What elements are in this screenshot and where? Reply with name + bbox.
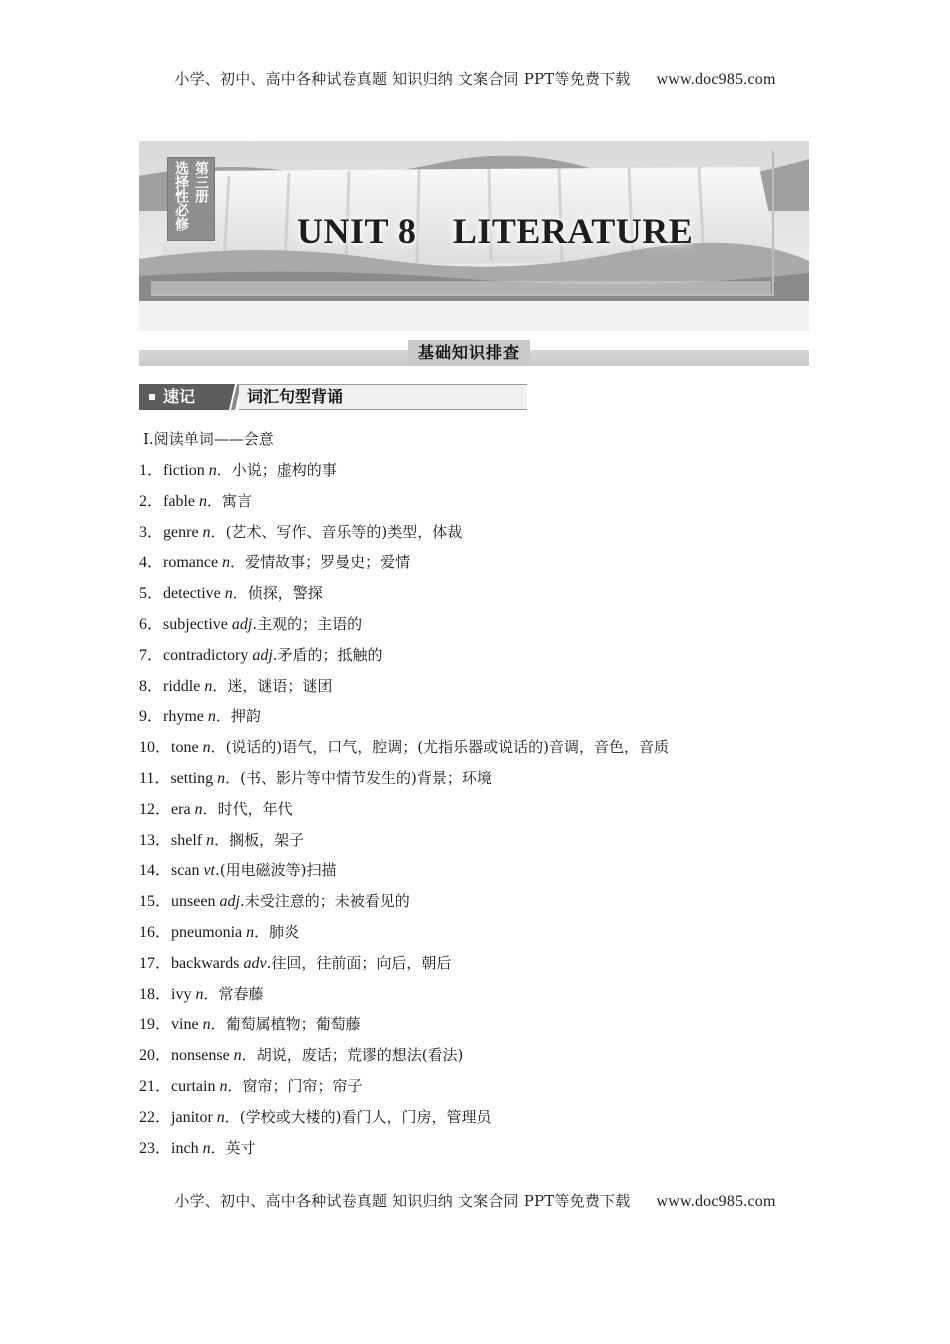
vocab-definition: 往回，往前面；向后，朝后	[271, 953, 452, 972]
vocab-definition: 寓言	[222, 491, 253, 510]
vocab-definition: 葡萄属植物；葡萄藤	[225, 1015, 361, 1034]
vocab-definition: 时代，年代	[217, 799, 293, 818]
vocab-separator: ．	[203, 984, 219, 1003]
vocab-word: inch	[171, 1139, 199, 1157]
vocab-separator: ．	[210, 522, 226, 541]
vocab-definition: (说话的)语气，口气，腔调；(尤指乐器或说话的)音调，音色，音质	[225, 738, 669, 757]
vocab-number: 1．	[139, 462, 164, 479]
vocab-number: 2．	[139, 492, 164, 510]
vocab-item	[139, 671, 669, 702]
vocab-item	[139, 640, 669, 671]
vocab-separator: .	[252, 614, 258, 633]
vocab-item	[139, 1009, 669, 1040]
vocab-pos: n	[207, 708, 216, 726]
vocab-pos: n	[204, 677, 213, 695]
vocab-pos: n	[208, 462, 217, 479]
vocab-item	[139, 825, 669, 856]
vocab-pos: n	[195, 985, 204, 1003]
vocab-number: 17．	[139, 954, 172, 972]
vocab-item	[139, 547, 669, 578]
vocab-number: 11．	[139, 769, 171, 787]
vocab-pos: n	[206, 831, 215, 849]
vocab-definition: 窗帘；门帘；帘子	[242, 1076, 363, 1095]
vocab-pos: n	[202, 739, 211, 757]
header-url[interactable]: www.doc985.com	[656, 71, 776, 88]
vocab-number: 4．	[139, 554, 164, 572]
vocab-definition: 矛盾的；抵触的	[277, 645, 383, 664]
vocab-number: 14．	[139, 862, 172, 880]
footer-text: 小学、初中、高中各种试卷真题 知识归纳 文案合同 PPT等免费下载	[174, 1192, 631, 1210]
book-tag	[167, 157, 215, 241]
vocab-list	[139, 455, 669, 1163]
vocab-word: contradictory	[163, 646, 249, 664]
unit-title: UNIT 8 LITERATURE	[297, 211, 694, 251]
vocab-number: 6．	[139, 615, 164, 633]
vocab-pos: n	[202, 1139, 211, 1157]
vocab-word: rhyme	[163, 708, 204, 726]
page-header	[0, 68, 950, 89]
vocab-word: vine	[171, 1016, 199, 1034]
vocab-item	[139, 886, 669, 917]
vocab-number: 16．	[139, 923, 172, 941]
vocab-separator: ．	[230, 553, 246, 572]
vocab-item	[139, 455, 669, 486]
vocab-word: nonsense	[171, 1047, 230, 1065]
vocab-item	[139, 1133, 669, 1164]
part-heading: Ⅰ.阅读单词——会意	[143, 430, 274, 448]
vocab-pos: adv	[243, 954, 267, 972]
vocab-pos: n	[222, 554, 231, 572]
label-badge	[139, 384, 229, 410]
vocab-pos: vt	[203, 862, 215, 880]
vocab-word: scan	[171, 862, 200, 880]
section-title: 基础知识排查	[408, 340, 530, 366]
vocab-word: fable	[163, 492, 195, 510]
vocab-separator: ．	[207, 491, 223, 510]
book-tag-left: 选择性必修	[173, 161, 189, 231]
vocab-number: 20．	[139, 1047, 172, 1065]
vocab-separator: ．	[241, 1046, 257, 1065]
vocab-pos: adj	[231, 615, 253, 633]
vocab-number: 9．	[139, 708, 164, 726]
vocab-definition: (学校或大楼的)看门人，门房，管理员	[239, 1107, 492, 1126]
vocab-number: 15．	[139, 893, 172, 911]
vocab-separator: ．	[210, 1015, 226, 1034]
vocab-pos: n	[219, 1077, 228, 1095]
label-text: 词汇句型背诵	[239, 384, 527, 410]
vocab-separator: ．	[214, 830, 230, 849]
vocab-item	[139, 609, 669, 640]
vocab-word: genre	[163, 523, 199, 541]
vocab-item	[139, 979, 669, 1010]
square-bullet-icon	[149, 394, 155, 400]
vocab-definition: 英寸	[225, 1138, 256, 1157]
vocab-word: subjective	[163, 615, 228, 633]
vocab-definition: 爱情故事；罗曼史；爱情	[245, 553, 411, 572]
vocab-number: 10．	[139, 739, 172, 757]
vocab-pos: adj	[219, 893, 240, 911]
label-badge-text: 速记	[163, 387, 196, 406]
vocab-word: romance	[163, 554, 219, 572]
vocab-word: era	[171, 800, 191, 818]
vocab-pos: adj	[252, 646, 273, 664]
vocab-item	[139, 517, 669, 548]
vocab-definition: 押韵	[230, 707, 261, 726]
vocab-number: 21．	[139, 1077, 172, 1095]
header-text: 小学、初中、高中各种试卷真题 知识归纳 文案合同 PPT等免费下载	[174, 70, 631, 88]
vocab-definition: 小说；虚构的事	[231, 461, 337, 479]
vocab-pos: n	[216, 1108, 225, 1126]
vocab-definition: 胡说，废话；荒谬的想法(看法)	[256, 1046, 464, 1065]
vocab-pos: n	[217, 769, 226, 787]
vocab-separator: .	[239, 892, 245, 911]
vocab-separator: ．	[210, 1138, 226, 1157]
vocab-item	[139, 732, 669, 763]
vocab-word: backwards	[171, 954, 240, 972]
vocab-definition: (书、影片等中情节发生的)背景；环境	[240, 768, 492, 787]
vocab-number: 7．	[139, 646, 164, 664]
vocab-word: ivy	[171, 985, 192, 1003]
vocab-pos: n	[233, 1047, 242, 1065]
vocab-item	[139, 1071, 669, 1102]
vocab-separator: ．	[232, 584, 248, 603]
vocab-separator: .	[266, 953, 272, 972]
footer-url[interactable]: www.doc985.com	[656, 1193, 776, 1210]
page-footer	[0, 1190, 950, 1211]
vocab-pos: n	[246, 923, 255, 941]
vocab-definition: 侦探，警探	[247, 584, 323, 603]
vocab-definition: (艺术、写作、音乐等的)类型，体裁	[225, 522, 463, 541]
vocab-number: 8．	[139, 677, 164, 695]
vocab-item	[139, 701, 669, 732]
vocab-separator: ．	[210, 738, 226, 757]
vocab-definition: 未受注意的；未被看见的	[244, 892, 410, 911]
vocab-pos: n	[202, 1016, 211, 1034]
vocab-word: unseen	[171, 893, 216, 911]
vocab-definition: 肺炎	[269, 922, 300, 941]
vocab-number: 18．	[139, 985, 172, 1003]
vocab-item	[139, 486, 669, 517]
vocab-item	[139, 763, 669, 794]
vocab-separator: ．	[202, 799, 218, 818]
vocab-pos: n	[199, 492, 207, 510]
vocab-item	[139, 1040, 669, 1071]
vocab-pos: n	[202, 523, 211, 541]
book-tag-right: 第三册	[193, 161, 209, 203]
vocab-word: shelf	[171, 831, 203, 849]
vocab-item	[139, 855, 669, 886]
vocab-number: 23．	[139, 1139, 172, 1157]
vocab-word: janitor	[171, 1108, 213, 1126]
vocab-number: 22．	[139, 1108, 172, 1126]
vocab-definition: 迷，谜语；谜团	[227, 676, 333, 695]
vocab-definition: 搁板，架子	[229, 830, 305, 849]
vocab-separator: ．	[212, 676, 228, 695]
vocab-item	[139, 794, 669, 825]
vocab-word: setting	[170, 769, 214, 787]
vocab-separator: ．	[215, 707, 231, 726]
vocab-separator: .	[215, 861, 220, 880]
vocab-number: 5．	[139, 585, 164, 603]
vocab-pos: n	[224, 585, 233, 603]
vocab-item	[139, 1102, 669, 1133]
vocab-separator: ．	[224, 1107, 240, 1126]
vocab-number: 3．	[139, 523, 164, 541]
vocab-separator: ．	[227, 1076, 243, 1095]
vocab-pos: n	[194, 800, 203, 818]
vocab-separator: .	[272, 645, 278, 664]
vocab-item	[139, 578, 669, 609]
vocab-item	[139, 948, 669, 979]
vocab-word: curtain	[171, 1077, 216, 1095]
vocab-word: detective	[163, 585, 221, 603]
vocab-separator: ．	[254, 922, 270, 941]
vocab-number: 13．	[139, 831, 172, 849]
vocab-number: 19．	[139, 1016, 172, 1034]
vocab-item	[139, 917, 669, 948]
vocab-definition: 主观的；主语的	[257, 614, 363, 633]
vocab-word: riddle	[163, 677, 201, 695]
vocab-definition: 常春藤	[218, 984, 264, 1003]
vocab-word: fiction	[163, 462, 205, 479]
vocab-word: tone	[171, 739, 199, 757]
vocab-number: 12．	[139, 800, 172, 818]
vocab-separator: ．	[216, 461, 232, 479]
label-row	[139, 384, 521, 410]
vocab-separator: ．	[225, 768, 241, 787]
unit-banner	[139, 141, 809, 331]
vocab-definition: (用电磁波等)扫描	[219, 861, 337, 880]
vocab-word: pneumonia	[171, 923, 243, 941]
